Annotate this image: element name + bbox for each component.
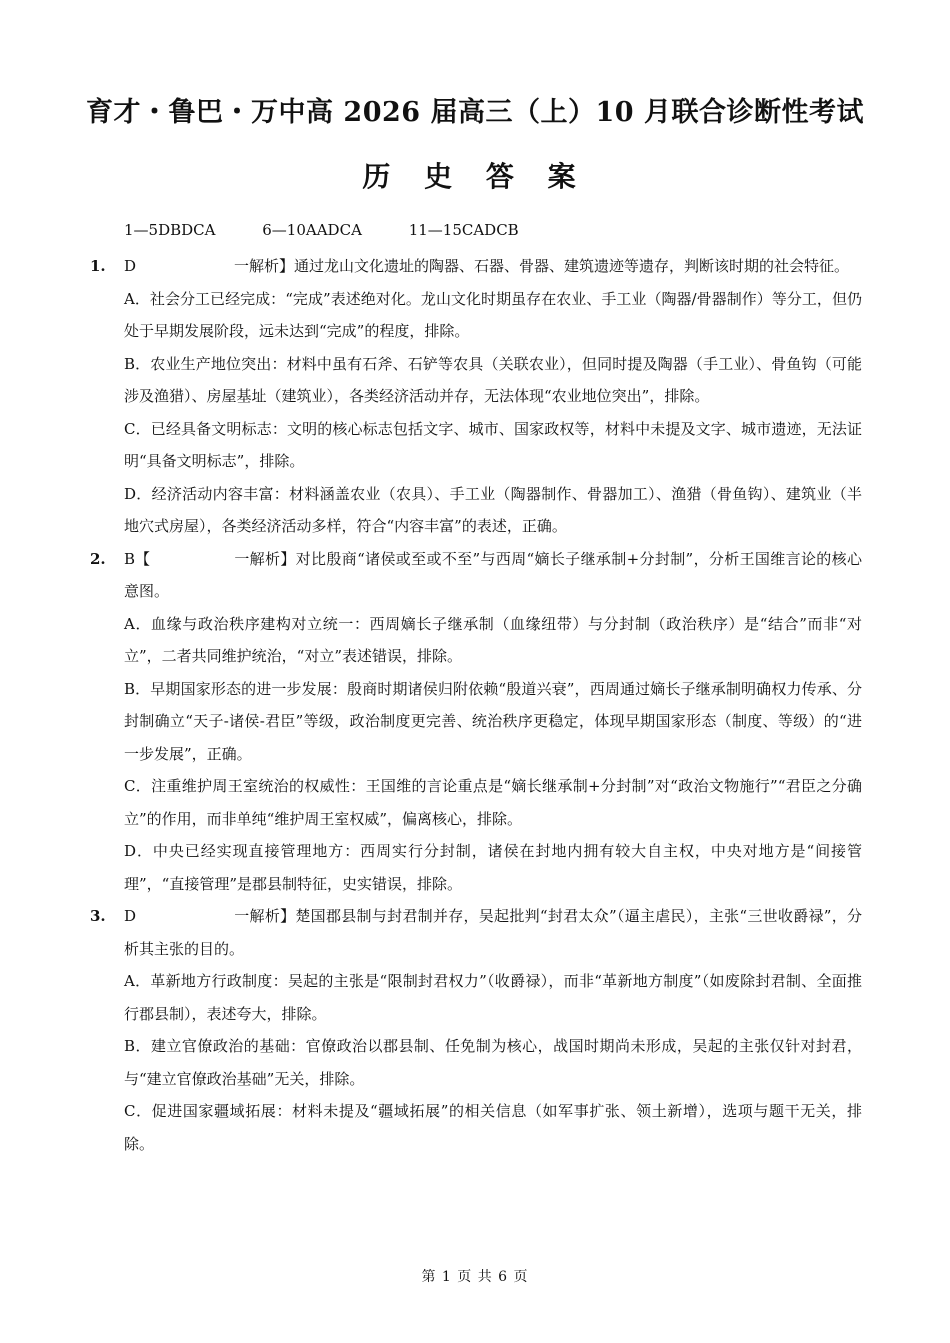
- question-answer: D: [124, 907, 137, 925]
- option-analysis: C．已经具备文明标志：文明的核心标志包括文字、城市、国家政权等，材料中未提及文字、城市遗迹，无法证明“具备文明标志”，排除。: [124, 419, 862, 470]
- page-footer: 第 1 页 共 6 页: [421, 1269, 529, 1285]
- question-analysis: B【 一解析】对比殷商“诸侯或至或不至”与西周“嫡长子继承制+分封制”，分析王国维言论的核心意图。: [124, 543, 862, 608]
- option-analysis: C．促进国家疆域拓展：材料未提及“疆域拓展”的相关信息（如军事扩张、领土新增），选项与题干无关，排除。: [124, 1102, 862, 1153]
- option-analysis: B．农业生产地位突出：材料中虽有石斧、石铲等农具（关联农业），但同时提及陶器（手工业）、骨鱼钩（可能涉及渔猎）、房屋基址（建筑业），各类经济活动并存，无法体现“农业地位突出”，排除。: [124, 354, 862, 405]
- option-analysis: B．早期国家形态的进一步发展：殷商时期诸侯归附依赖“殷道兴衰”，西周通过嫡长子继承制明确权力传承、分封制确立“天子-诸侯-君臣”等级，政治制度更完善、统治秩序更稳定，体现早期国家形态（制度、等级）的“进一步发展”，正确。: [124, 679, 862, 763]
- question-block: [90, 543, 862, 901]
- option-analysis: D．经济活动内容丰富：材料涵盖农业（农具）、手工业（陶器制作、骨器加工）、渔猎（骨鱼钩）、建筑业（半地穴式房屋），各类经济活动多样，符合“内容丰富”的表述，正确。: [124, 484, 862, 535]
- option-analysis: A．革新地方行政制度：吴起的主张是“限制封君权力”（收爵禄），而非“革新地方制度”（如废除封君制、全面推行郡县制），表述夸大，排除。: [124, 972, 862, 1023]
- question-analysis: D 一解析】楚国郡县制与封君制并存，吴起批判“封君太众”（逼主虐民），主张“三世收爵禄”，分析其主张的目的。: [124, 900, 862, 965]
- question-number: 3.: [90, 907, 106, 925]
- answer-content: [90, 250, 862, 1160]
- answer-key-group: 1—5DBDCA: [124, 221, 216, 239]
- question-number: 2.: [90, 549, 106, 568]
- question-analysis: D 一解析】通过龙山文化遗址的陶器、石器、骨器、建筑遗迹等遗存，判断该时期的社会特征。: [124, 250, 862, 283]
- answer-key-group: 6—10AADCA: [262, 221, 362, 239]
- question-block: [90, 900, 862, 1160]
- page-subtitle: 历 史 答 案: [362, 160, 588, 193]
- option-analysis: D．中央已经实现直接管理地方：西周实行分封制，诸侯在封地内拥有较大自主权，中央对地方是“间接管理”，“直接管理”是郡县制特征，史实错误，排除。: [124, 842, 862, 893]
- page-title: 育才・鲁巴・万中高 2026 届高三（上）10 月联合诊断性考试: [86, 97, 864, 128]
- answer-key: [124, 221, 519, 239]
- answer-key-group: 11—15CADCB: [408, 221, 519, 239]
- question-answer: B【: [124, 549, 151, 568]
- question-block: [90, 250, 862, 543]
- option-analysis: C．注重维护周王室统治的权威性：王国维的言论重点是“嫡长继承制+分封制”对“政治文物施行”“君臣之分确立”的作用，而非单纯“维护周王室权威”，偏离核心，排除。: [124, 777, 862, 828]
- option-analysis: B．建立官僚政治的基础：官僚政治以郡县制、任免制为核心，战国时期尚未形成，吴起的主张仅针对封君，与“建立官僚政治基础”无关，排除。: [124, 1037, 862, 1088]
- option-analysis: A．血缘与政治秩序建构对立统一：西周嫡长子继承制（血缘纽带）与分封制（政治秩序）是“结合”而非“对立”，二者共同维护统治，“对立”表述错误，排除。: [124, 614, 862, 665]
- option-analysis: A．社会分工已经完成：“完成”表述绝对化。龙山文化时期虽存在农业、手工业（陶器/骨器制作）等分工，但仍处于早期发展阶段，远未达到“完成”的程度，排除。: [124, 289, 862, 340]
- question-number: 1.: [90, 257, 106, 275]
- question-answer: D: [124, 257, 137, 275]
